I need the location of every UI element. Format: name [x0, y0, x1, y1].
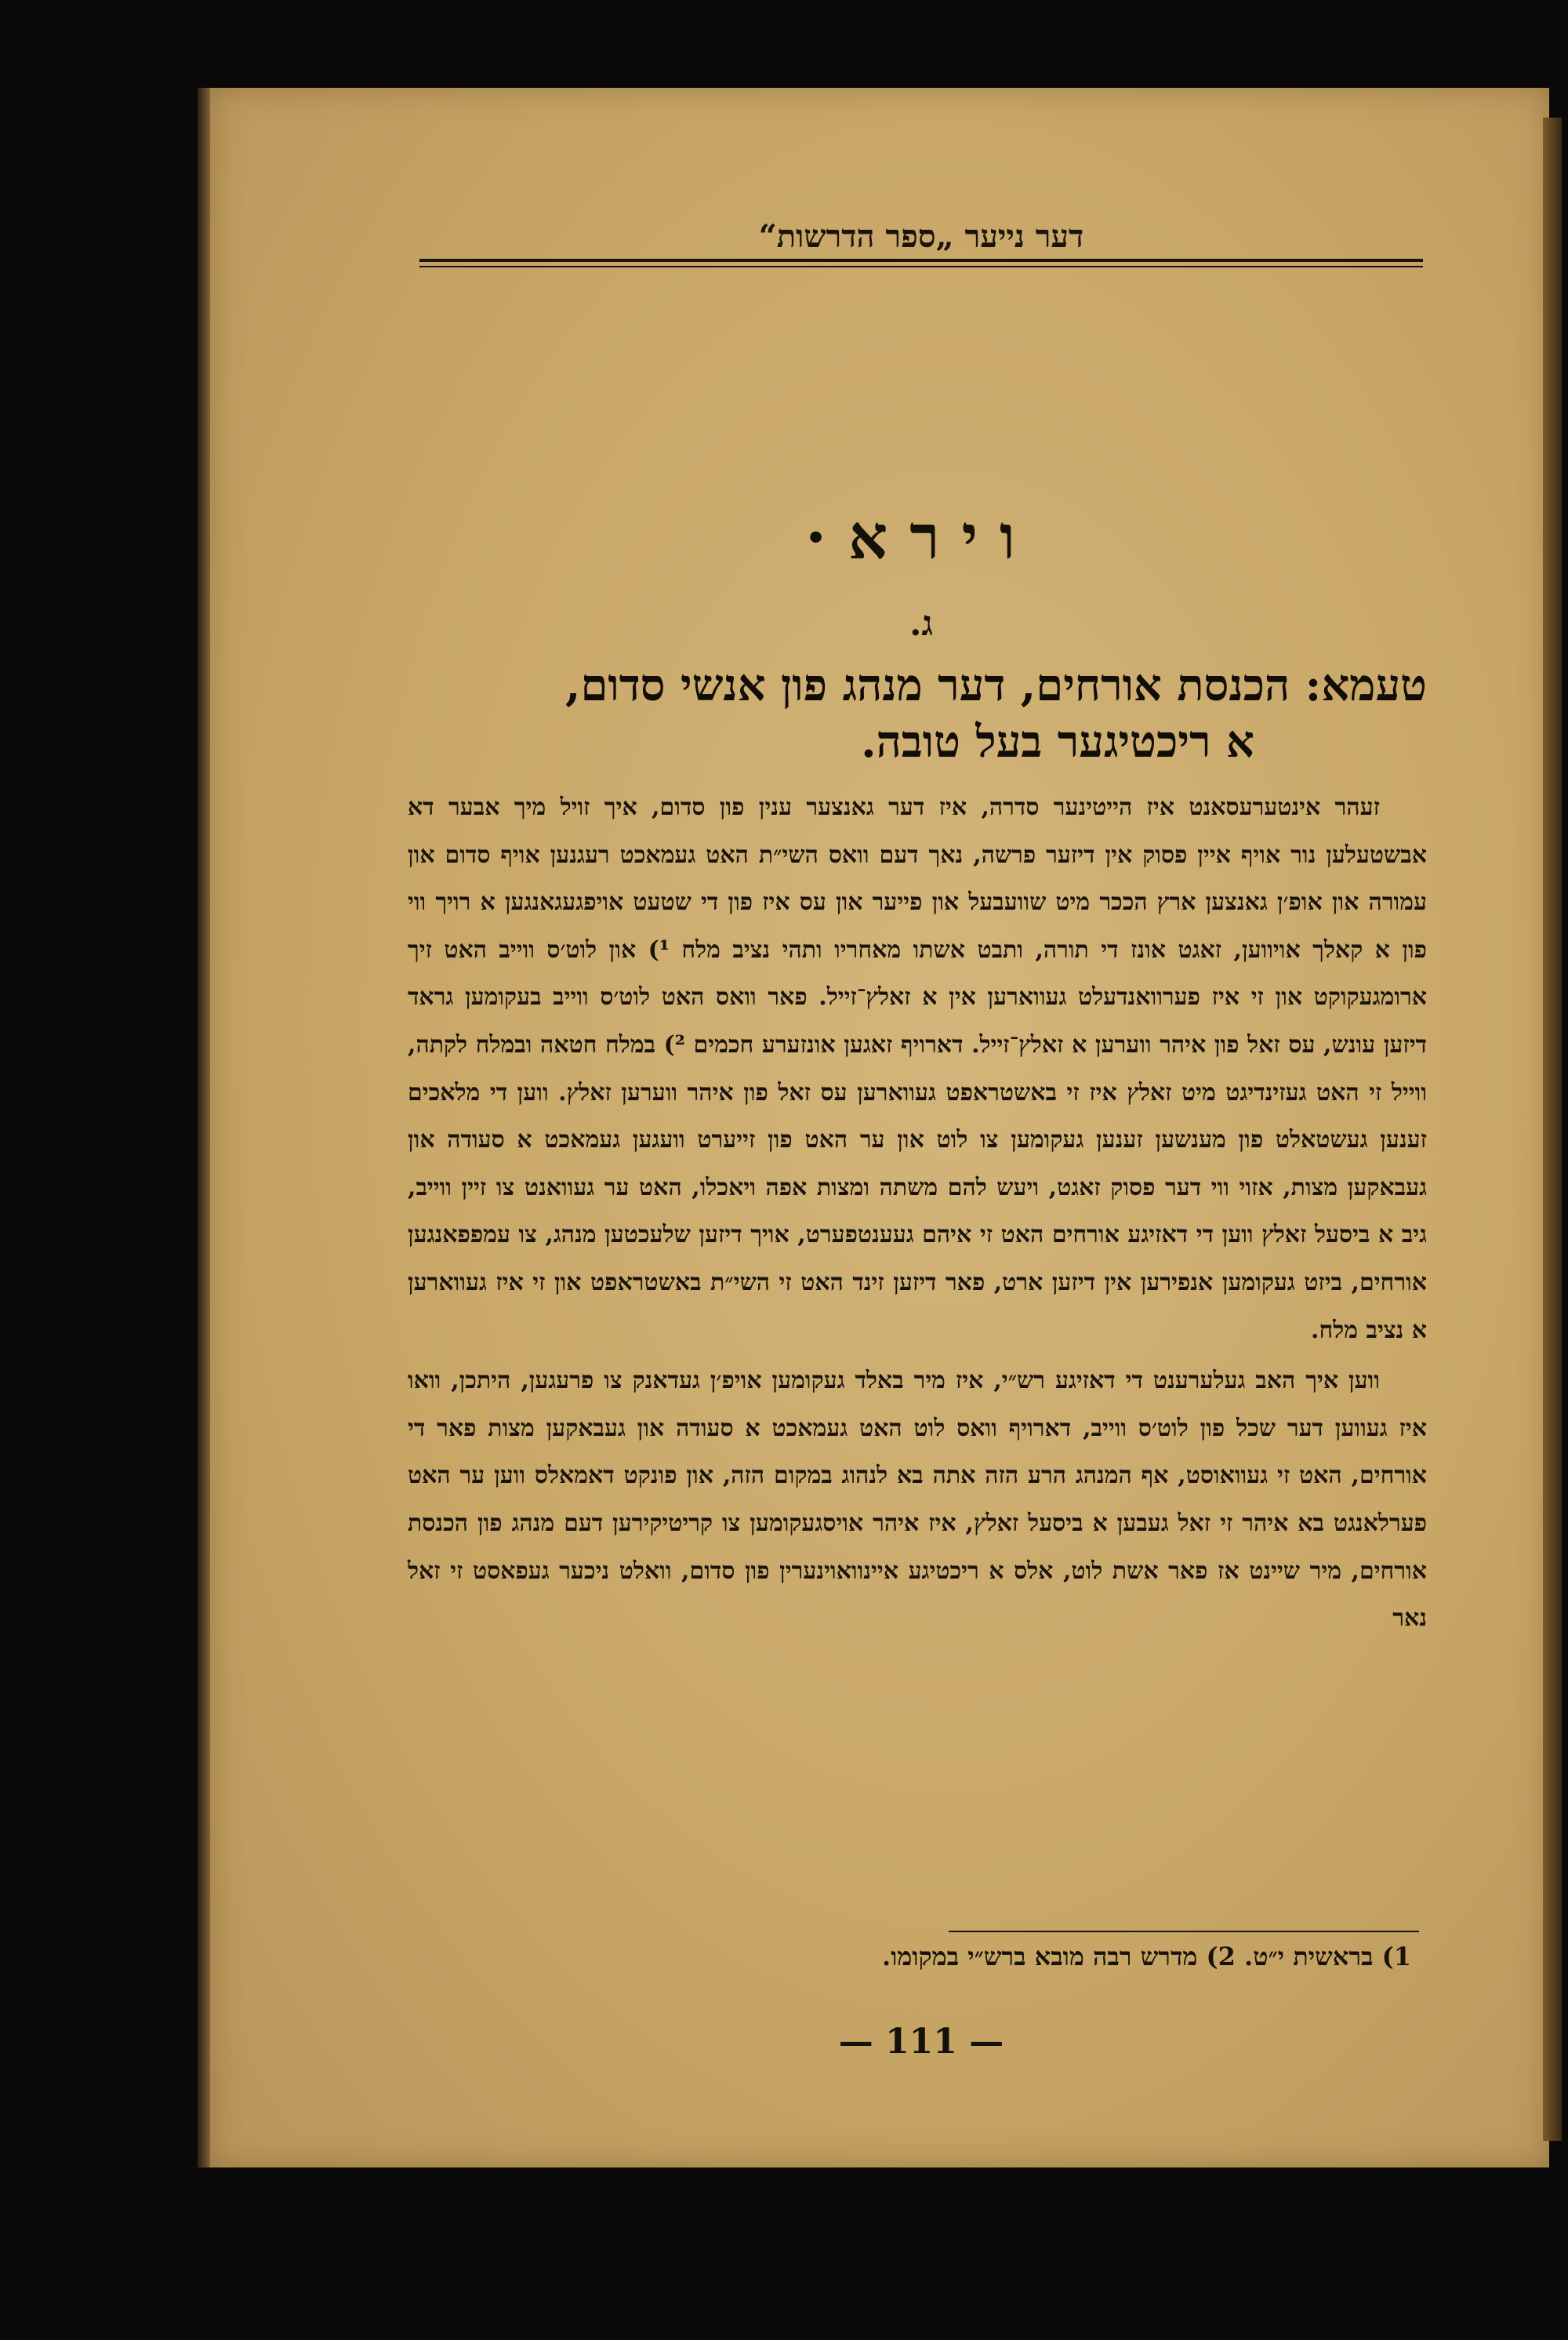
- paragraph: זעהר אינטערעסאנט איז הייטינער סדרה, איז דער גאנצער ענין פון סדום, איך זויל מיך אבער דא אבשטעלען נור אויף איין פסוק אין דיזער פרשה, נאך דעם וואס השי״ת האט געמאכט רעגנען אויף סדום און עמורה און אופ׳ן גאנצען ארץ הככר מיט שוועבעל און פייער און עס איז פון די שטעט אויפגעגאנגען א רויך ווי פון א קאלך אויווען, זאגט אונז די תורה, ותבט אשתו מאחריו ותהי נציב מלח ¹) און לוט׳ס ווייב האט זיך ארומגעקוקט און זי איז פערוואנדעלט געווארען אין א זאלץ־זייל. פאר וואס האט לוט׳ס ווייב בעקומען גראד דיזען עונש, עס זאל פון איהר ווערען א זאלץ־זייל. דארויף זאגען אונזערע חכמים ²) במלח חטאה ובמלח לקתה, ווייל זי האט געזינדיגט מיט זאלץ איז זי באשטראפט געווארען עס זאל פון איהר ווערען זאלץ. ווען די מלאכים זענען געשטאלט פון מענשען זענען געקומען צו לוט און ער האט פון זייערט וועגען געמאכט א סעודה און געבאקען מצות, אזוי ווי דער פסוק זאגט, ויעש להם משתה ומצות אפה ויאכלו, האט ער געוואנט צו זיין ווייב, גיב א ביסעל זאלץ ווען די דאזיגע אורחים האט זי איהם געענטפערט, אויך דיזען שלעכטען מנהג, צו עמפפאנגען אורחים, ביזט געקומען אנפירען אין דיזען ארט, פאר דיזען זינד האט זי השי״ת באשטראפט און זי איז געווארען א נציב מלח.: [408, 794, 1427, 1344]
- header-rule-thick: [419, 259, 1423, 262]
- page-number: — 111 —: [838, 2022, 1004, 2062]
- section-heading-line1: טעמא: הכנסת אורחים, דער מנהג פון אנשי סדום,: [564, 659, 1427, 711]
- footnote-rule: [949, 1931, 1419, 1932]
- running-header: דער נייער „ספר הדרשות“: [758, 218, 1084, 255]
- footnotes: 1) בראשית י״ט. 2) מדרש רבה מובא ברש״י במקומו.: [882, 1942, 1411, 1971]
- section-heading-line2: א ריכטיגער בעל טובה.: [861, 716, 1254, 768]
- page-edge: [1543, 118, 1562, 2141]
- chapter-number: ג.: [909, 604, 933, 644]
- parasha-title: וירא·: [805, 502, 1037, 573]
- paragraph: ווען איך האב געלערענט די דאזיגע רש״י, איז מיר באלד געקומען אויפ׳ן געדאנק צו פרעגען, היתכן, וואו איז געווען דער שכל פון לוט׳ס ווייב, דארויף וואס לוט האט געמאכט א סעודה און געבאקען מצות פאר די אורחים, האט זי געוואוסט, אף המנהג הרע הזה אתה בא לנהוג במקום הזה, און פונקט דאמאלס ווען ער האט פערלאנגט בא איהר זי זאל געבען א ביסעל זאלץ, איז איהר אויסגעקומען צו קריטיקירען דעם מנהג פון הכנסת אורחים, מיר שיינט אז פאר אשת לוט, אלס א ריכטיגע איינוואוינערין פון סדום, וואלט ניכער געפאסט זי זאל נאר: [408, 1367, 1428, 1633]
- header-rule-thin: [419, 266, 1423, 267]
- body-text: [408, 784, 1427, 1643]
- section-heading: [423, 657, 1427, 770]
